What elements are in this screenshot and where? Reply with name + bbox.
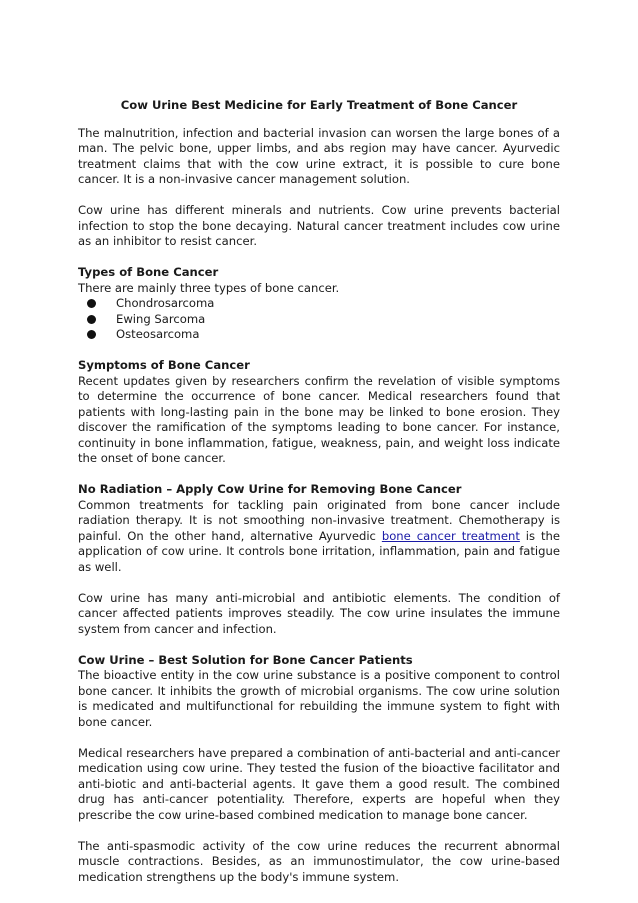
bone-cancer-treatment-link[interactable]: bone cancer treatment [381, 528, 520, 543]
list-item [78, 327, 560, 343]
list-item [78, 296, 560, 312]
list-item-label: Ewing Sarcoma [116, 311, 206, 326]
symptoms-paragraph: Recent updates given by researchers confirm the revelation of visible symptoms to determine the occurrence of bone cancer. Medical researchers found that patients with long-lasting pain in the bone may be linked to bone erosion. They discover the ramification of the symptoms leading to bone cancer. For instance, continuity in bone inflammation, fatigue, weakness, pain, and weight loss indicate the onset of bone cancer. [78, 373, 560, 465]
solution-heading: Cow Urine – Best Solution for Bone Cancer Patients [78, 652, 413, 667]
solution-paragraph-3: The anti-spasmodic activity of the cow urine reduces the recurrent abnormal muscle contractions. Besides, as an immunostimulator, the cow urine-based medication strengthens up the body's immune system. [78, 838, 560, 884]
document-title: Cow Urine Best Medicine for Early Treatment of Bone Cancer [120, 98, 518, 112]
bullet-icon [87, 299, 96, 308]
bullet-icon [87, 315, 96, 324]
solution-paragraph-2: Medical researchers have prepared a combination of anti-bacterial and anti-cancer medication using cow urine. They tested the fusion of the bioactive facilitator and anti-biotic and anti-bacterial agents. It gave them a good result. The combined drug has anti-cancer potentiality. Therefore, experts are hopeful when they prescribe the cow urine-based combined medication to manage bone cancer. [78, 745, 560, 822]
list-item [78, 312, 560, 328]
bullet-icon [87, 330, 96, 339]
solution-paragraph-1: The bioactive entity in the cow urine substance is a positive component to control bone cancer. It inhibits the growth of microbial organisms. The cow urine solution is medicated and multifunctional for rebuilding the immune system to fight with bone cancer. [78, 668, 560, 729]
intro-paragraph-1: The malnutrition, infection and bacterial invasion can worsen the large bones of a man. The pelvic bone, upper limbs, and abs region may have cancer. Ayurvedic treatment claims that with the cow urine extract, it is possible to cure bone cancer. It is a non-invasive cancer management solution. [78, 125, 560, 186]
document-page [78, 98, 560, 901]
types-heading: Types of Bone Cancer [78, 265, 219, 279]
types-intro: There are mainly three types of bone cancer. [78, 280, 340, 295]
radiation-text-after-link: is the application of cow urine. It controls bone irritation, inflammation, pain and fatigue as well. [78, 528, 560, 574]
radiation-heading: No Radiation – Apply Cow Urine for Removing Bone Cancer [78, 482, 462, 496]
radiation-text-before-link: Common treatments for tackling pain originated from bone cancer include radiation therapy. It is not smoothing non-invasive treatment. Chemotherapy is painful. On the other hand, alternative Ayurvedic [78, 497, 560, 543]
list-item-label: Osteosarcoma [116, 327, 200, 341]
list-item-label: Chondrosarcoma [116, 296, 215, 310]
radiation-paragraph [78, 498, 560, 576]
symptoms-heading: Symptoms of Bone Cancer [78, 358, 250, 372]
types-list [78, 296, 560, 343]
intro-paragraph-2: Cow urine has different minerals and nutrients. Cow urine prevents bacterial infection to stop the bone decaying. Natural cancer treatment includes cow urine as an inhibitor to resist cancer. [78, 203, 560, 248]
radiation-followup-paragraph: Cow urine has many anti-microbial and antibiotic elements. The condition of cancer affected patients improves steadily. The cow urine insulates the immune system from cancer and infection. [78, 590, 560, 636]
